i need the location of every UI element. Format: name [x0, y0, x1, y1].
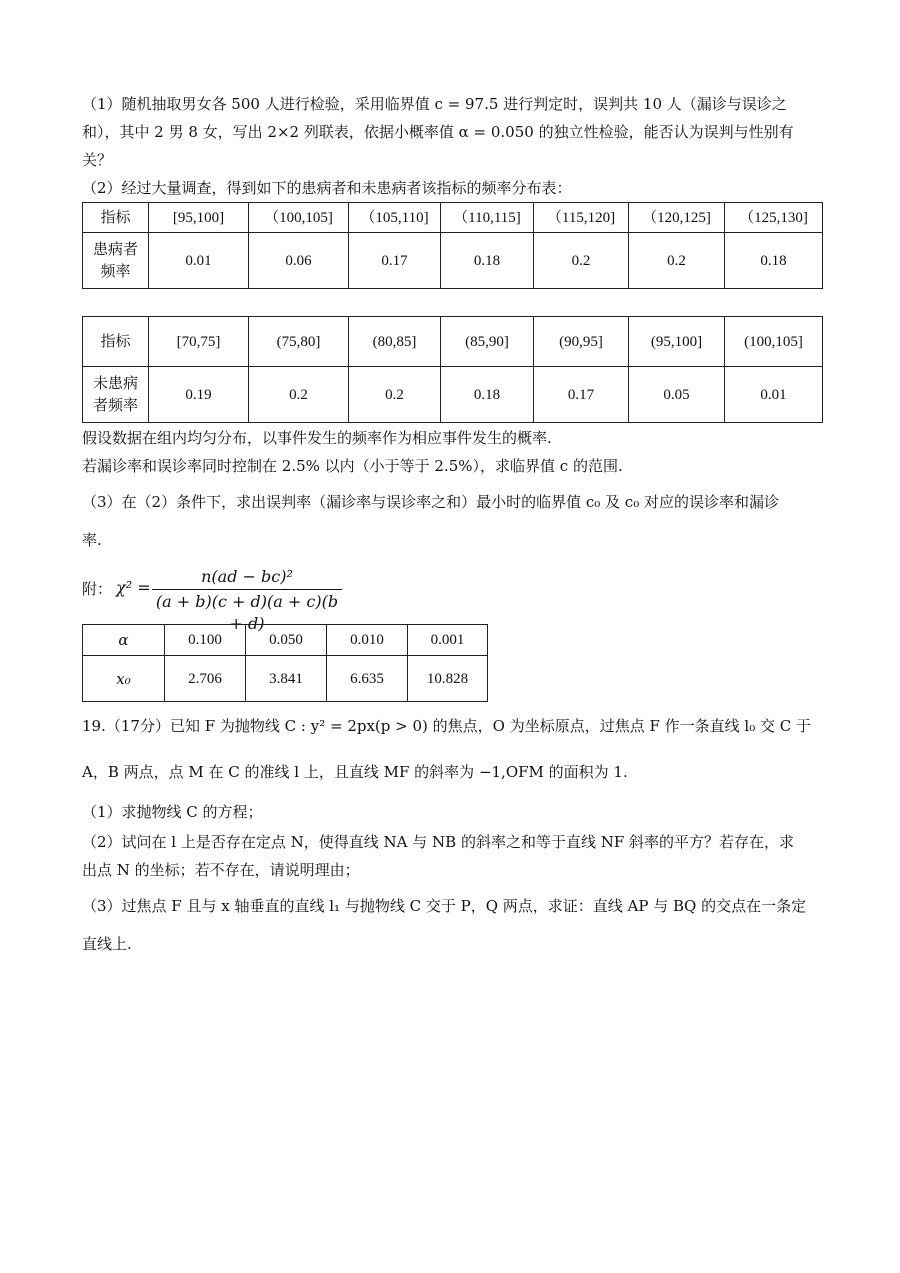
- healthy-interval: (85,90]: [441, 317, 534, 367]
- q18-part1-line3: 关？: [82, 151, 113, 169]
- x0-value: 10.828: [408, 656, 488, 702]
- q18-part3-line2: 率.: [82, 531, 102, 549]
- q19-line2: A，B 两点，点 M 在 C 的准线 l 上，且直线 MF 的斜率为 −1,󠆶OFM 的面积为 1.: [82, 763, 628, 781]
- sick-freq: 0.17: [349, 233, 441, 289]
- q18-part3-line1: （3）在（2）条件下，求出误判率（漏诊率与误诊率之和）最小时的临界值 c₀ 及 c₀ 对应的误诊率和漏诊: [82, 493, 779, 511]
- q19-part2-line2: 出点 N 的坐标；若不存在，请说明理由；: [82, 861, 360, 879]
- sick-freq: 0.06: [249, 233, 349, 289]
- sick-freq: 0.18: [441, 233, 534, 289]
- sick-table-header-label: 指标: [83, 203, 149, 233]
- healthy-freq: 0.2: [249, 367, 349, 423]
- alpha-label: α: [83, 625, 165, 656]
- healthy-freq: 0.19: [149, 367, 249, 423]
- q18-part1-line1: （1）随机抽取男女各 500 人进行检验，采用临界值 c = 97.5 进行判定时，误判共 10 人（漏诊与误诊之: [82, 95, 787, 113]
- healthy-freq: 0.05: [629, 367, 725, 423]
- x0-value: 6.635: [327, 656, 408, 702]
- sick-interval: （100,105]: [249, 203, 349, 233]
- q19-part1: （1）求抛物线 C 的方程；: [82, 803, 263, 821]
- sick-freq: 0.01: [149, 233, 249, 289]
- formula-denominator: (a + b)(c + d)(a + c)(b + d): [155, 592, 339, 633]
- critical-value-table: [82, 624, 488, 702]
- sick-interval: （110,115]: [441, 203, 534, 233]
- x0-value: 3.841: [246, 656, 327, 702]
- chi-square-formula: [82, 566, 382, 633]
- sick-row-label-1: 患病者: [92, 241, 138, 258]
- q18-part2-intro: （2）经过大量调查，得到如下的患病者和未患病者该指标的频率分布表：: [82, 179, 572, 197]
- alpha-value: 0.010: [327, 625, 408, 656]
- appendix-label: 附：: [82, 580, 113, 598]
- formula-numerator: n(ad − bc)²: [201, 567, 293, 586]
- sick-freq: 0.18: [725, 233, 823, 289]
- sick-interval: （115,120]: [534, 203, 629, 233]
- q19-part3-line1: （3）过焦点 F 且与 x 轴垂直的直线 l₁ 与抛物线 C 交于 P，Q 两点，求证：直线 AP 与 BQ 的交点在一条定: [82, 897, 807, 915]
- q18-assumption: 假设数据在组内均匀分布，以事件发生的频率作为相应事件发生的概率.: [82, 429, 552, 447]
- healthy-freq: 0.2: [349, 367, 441, 423]
- healthy-interval: [70,75]: [149, 317, 249, 367]
- q19-part3-line2: 直线上.: [82, 935, 132, 953]
- sick-row-label-2: 频率: [100, 263, 131, 280]
- q19-line1: 19.（17分）已知 F 为抛物线 C : y² = 2px(p > 0) 的焦点，O 为坐标原点，过焦点 F 作一条直线 l₀ 交 C 于: [82, 717, 812, 735]
- healthy-interval: (100,105]: [725, 317, 823, 367]
- alpha-value: 0.050: [246, 625, 327, 656]
- sick-interval: [95,100]: [149, 203, 249, 233]
- sick-interval: （120,125]: [629, 203, 725, 233]
- healthy-frequency-table: [82, 316, 823, 423]
- sick-freq: 0.2: [629, 233, 725, 289]
- x0-label: x₀: [83, 656, 165, 702]
- sick-row-label: [83, 233, 149, 289]
- sick-freq: 0.2: [534, 233, 629, 289]
- fraction-bar: [152, 589, 342, 590]
- q18-part1-line2: 和），其中 2 男 8 女，写出 2×2 列联表，依据小概率值 α = 0.050 的独立性检验，能否认为误判与性别有: [82, 123, 794, 141]
- q19-part2-line1: （2）试问在 l 上是否存在定点 N，使得直线 NA 与 NB 的斜率之和等于直线 NF 斜率的平方？若存在，求: [82, 833, 795, 851]
- formula-lhs: χ² =: [116, 578, 151, 597]
- healthy-freq: 0.18: [441, 367, 534, 423]
- q18-constraint: 若漏诊率和误诊率同时控制在 2.5% 以内（小于等于 2.5%），求临界值 c 的范围.: [82, 457, 623, 475]
- healthy-row-label-1: 未患病: [92, 375, 138, 392]
- formula-fraction: [152, 566, 342, 633]
- healthy-table-header-label: 指标: [83, 317, 149, 367]
- healthy-interval: (75,80]: [249, 317, 349, 367]
- x0-value: 2.706: [165, 656, 246, 702]
- healthy-row-label: [83, 367, 149, 423]
- alpha-value: 0.100: [165, 625, 246, 656]
- alpha-value: 0.001: [408, 625, 488, 656]
- healthy-freq: 0.17: [534, 367, 629, 423]
- sick-interval: （105,110]: [349, 203, 441, 233]
- sick-frequency-table: [82, 202, 823, 289]
- healthy-freq: 0.01: [725, 367, 823, 423]
- healthy-interval: (80,85]: [349, 317, 441, 367]
- sick-interval: （125,130]: [725, 203, 823, 233]
- healthy-interval: (95,100]: [629, 317, 725, 367]
- healthy-interval: (90,95]: [534, 317, 629, 367]
- healthy-row-label-2: 者频率: [92, 397, 138, 414]
